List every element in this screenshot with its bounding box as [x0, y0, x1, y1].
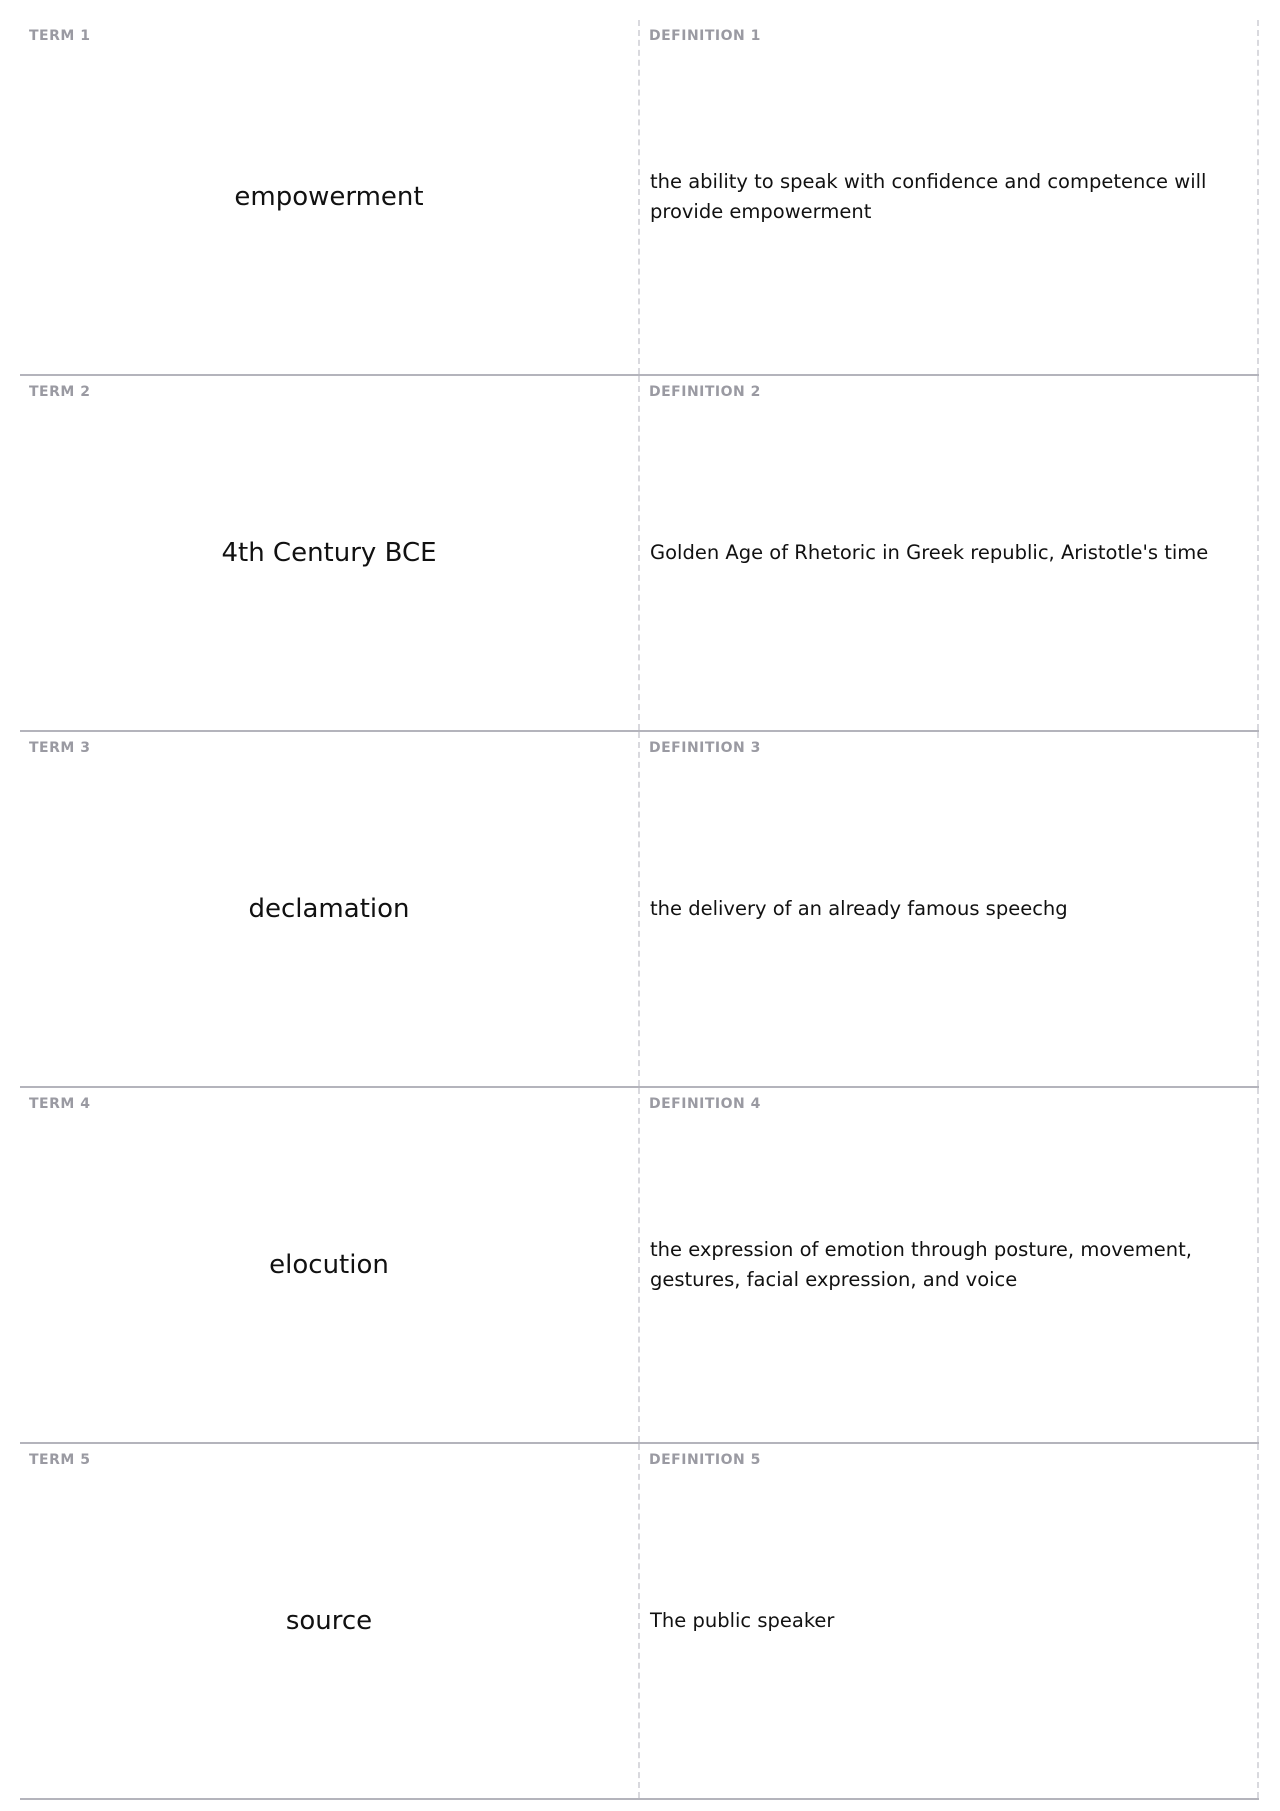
term-cell	[20, 732, 640, 1086]
definition-text: Golden Age of Rhetoric in Greek republic, Aristotle's time	[650, 541, 1209, 564]
term-text: empowerment	[234, 182, 424, 212]
term-cell	[20, 20, 640, 374]
flashcard-row	[20, 1088, 1259, 1444]
term-cell	[20, 1088, 640, 1442]
term-text: elocution	[269, 1250, 389, 1280]
definition-label: DEFINITION 1	[649, 28, 761, 44]
term-text: source	[285, 1606, 373, 1636]
definition-cell	[640, 376, 1259, 730]
definition-label: DEFINITION 5	[649, 1452, 761, 1468]
term-label: TERM 5	[29, 1452, 91, 1468]
flashcard-row	[20, 732, 1259, 1088]
definition-cell	[640, 1444, 1259, 1798]
flashcard-sheet	[20, 20, 1259, 1800]
term-label: TERM 2	[29, 384, 91, 400]
definition-text: the ability to speak with confidence and competence will provide empowerment	[650, 170, 1207, 223]
definition-text: the delivery of an already famous speechg	[650, 897, 1068, 920]
definition-label: DEFINITION 2	[649, 384, 761, 400]
term-text: declamation	[248, 894, 410, 924]
definition-label: DEFINITION 4	[649, 1096, 761, 1112]
term-cell	[20, 376, 640, 730]
definition-cell	[640, 20, 1259, 374]
term-text: 4th Century BCE	[221, 538, 437, 568]
flashcard-row	[20, 376, 1259, 732]
definition-label: DEFINITION 3	[649, 740, 761, 756]
term-label: TERM 1	[29, 28, 91, 44]
term-cell	[20, 1444, 640, 1798]
term-label: TERM 4	[29, 1096, 91, 1112]
flashcard-row	[20, 1444, 1259, 1800]
term-label: TERM 3	[29, 740, 91, 756]
definition-text: The public speaker	[650, 1609, 835, 1632]
definition-cell	[640, 1088, 1259, 1442]
flashcard-row	[20, 20, 1259, 376]
definition-cell	[640, 732, 1259, 1086]
definition-text: the expression of emotion through posture, movement, gestures, facial expression, and voice	[650, 1238, 1192, 1291]
